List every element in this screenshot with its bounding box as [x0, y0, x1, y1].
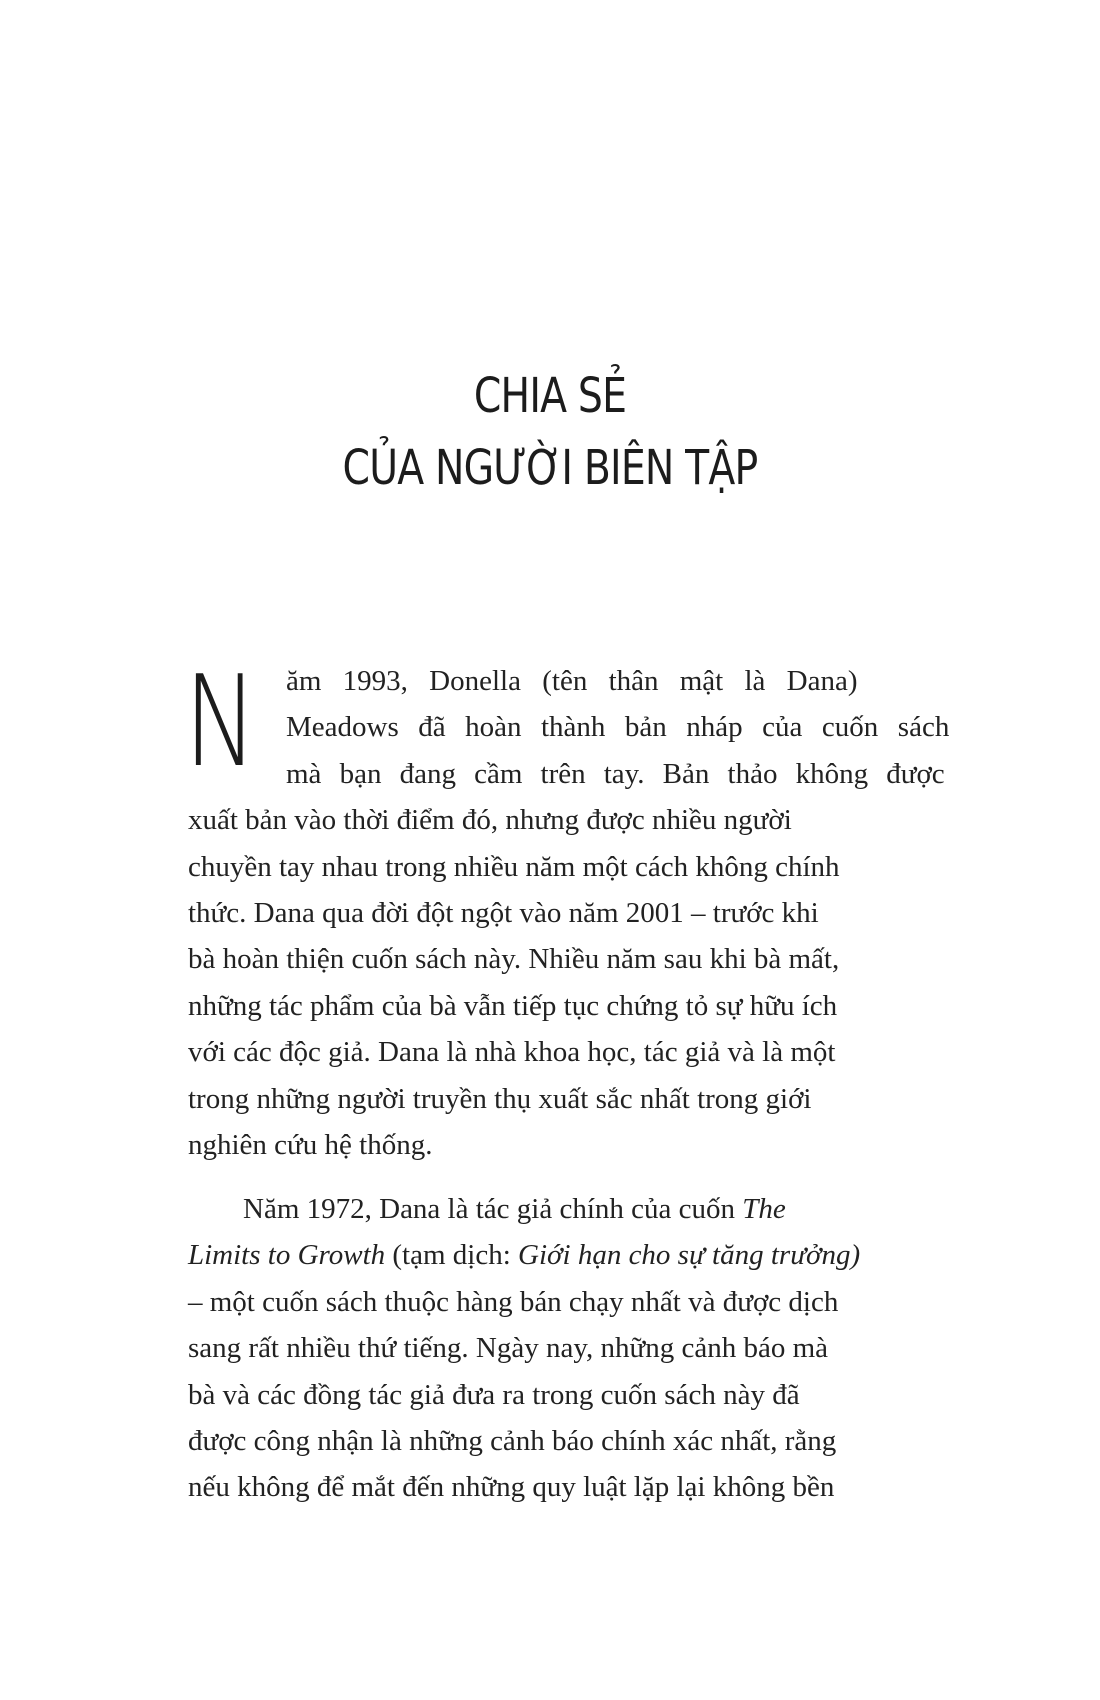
text-line: – một cuốn sách thuộc hàng bán chạy nhất và được dịch [188, 1285, 839, 1318]
text-line: những tác phẩm của bà vẫn tiếp tục chứng tỏ sự hữu ích [188, 989, 838, 1022]
drop-cap: N [184, 648, 258, 795]
text-line: được công nhận là những cảnh báo chính xác nhất, rằng [188, 1425, 837, 1458]
text-run: (tạm dịch: [385, 1239, 519, 1272]
text-line: bà và các đồng tác giả đưa ra trong cuốn sách này đã [188, 1378, 800, 1411]
chapter-title-line-1: CHIA SẺ [473, 368, 627, 425]
text-line: Meadows đã hoàn thành bản nháp của cuốn sách [286, 711, 950, 744]
text-line: nếu không để mắt đến những quy luật lặp lại không bền [188, 1471, 835, 1504]
paragraph-1 [184, 648, 950, 1168]
text-line [188, 1186, 910, 1232]
text-line: nghiên cứu hệ thống. [188, 1129, 433, 1162]
chapter-title-line-2: CỦA NGƯỜI BIÊN TẬP [342, 440, 758, 497]
text-line: bà hoàn thiện cuốn sách này. Nhiều năm sau khi bà mất, [188, 943, 840, 976]
paragraph-2 [188, 1186, 910, 1511]
text-line: với các độc giả. Dana là nhà khoa học, tác giả và là một [188, 1036, 836, 1069]
text-line [188, 1232, 910, 1278]
text-line: ăm 1993, Donella (tên thân mật là Dana) [286, 665, 858, 697]
translated-title-italic: Giới hạn cho sự tăng trưởng) [518, 1239, 861, 1272]
text-line: xuất bản vào thời điểm đó, nhưng được nhiều người [188, 804, 792, 837]
text-line: trong những người truyền thụ xuất sắc nhất trong giới [188, 1082, 812, 1115]
text-line: mà bạn đang cầm trên tay. Bản thảo không được [286, 757, 945, 790]
chapter-title [99, 360, 1001, 504]
book-title-italic: Limits to Growth [188, 1239, 386, 1272]
text-line: thức. Dana qua đời đột ngột vào năm 2001 – trước khi [188, 897, 819, 930]
text-run: Năm 1972, Dana là tác giả chính của cuốn [243, 1193, 743, 1225]
text-line: chuyền tay nhau trong nhiều năm một cách không chính [188, 850, 840, 883]
book-title-italic: The [742, 1193, 786, 1225]
text-line: sang rất nhiều thứ tiếng. Ngày nay, những cảnh báo mà [188, 1332, 828, 1365]
